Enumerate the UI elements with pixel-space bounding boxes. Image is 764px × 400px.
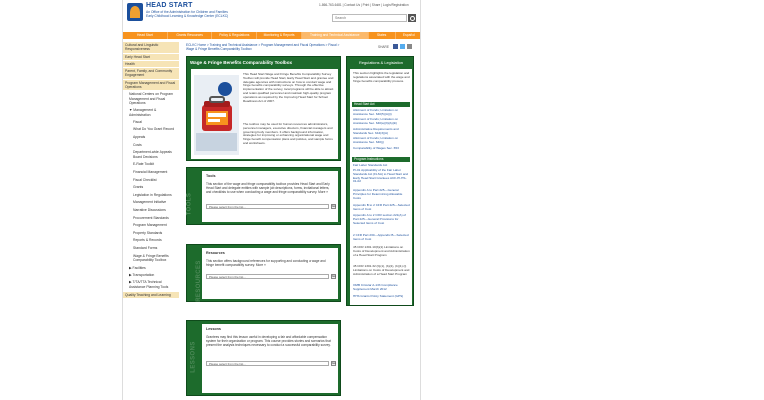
nav-item-policy[interactable]: Policy & Regulations: [212, 32, 257, 39]
sidebar-item-program-mgmt[interactable]: Program Management: [123, 222, 179, 230]
sidebar-item-mgmt-initiative[interactable]: Management Initiative: [123, 199, 179, 207]
sidebar-item-legislation[interactable]: Legislation in Regulations: [123, 192, 179, 200]
lessons-title: Lessons: [206, 327, 221, 331]
resources-side-label: RESOURCES: [195, 260, 202, 302]
sidebar-item-fiscal[interactable]: Fiscal: [123, 119, 179, 127]
resources-select[interactable]: Please select from the list...: [206, 274, 329, 279]
lessons-card-body: [202, 324, 338, 393]
sidebar-item-standard-forms[interactable]: Standard Forms: [123, 245, 179, 253]
lessons-select[interactable]: Please select from the list...: [206, 361, 329, 366]
regulations-panel: [346, 56, 414, 306]
search-input[interactable]: [332, 14, 407, 22]
sidebar-item-cultural[interactable]: Cultural and Linguistic Responsiveness: [123, 42, 179, 54]
facebook-icon[interactable]: [393, 44, 398, 49]
act-link-3[interactable]: Administrative Requirements and Standards Sec. 644(3)(A): [353, 127, 399, 135]
cfr-text-2: 45 CFR 1301.32 (b)(1), (b)(1), (b)(1) (i) Limitations on Costs of Development and Administration of a Head Start Program: [353, 264, 410, 276]
sidebar-item-grant-record[interactable]: What Do You Grant Record: [123, 126, 179, 134]
nav-item-states[interactable]: States: [369, 32, 396, 39]
toolbox-illustration: [194, 75, 239, 155]
omb-link[interactable]: OMB Circular A-133 Compliance Supplement March 2012: [353, 283, 398, 291]
sidebar-item-program-management[interactable]: Program Management and Fiscal Operations: [123, 80, 179, 92]
sidebar-item-property[interactable]: Property Standards: [123, 230, 179, 238]
lessons-text: Grantees may find this lesson useful in developing a fair and affordable compensation system for their organization or program. This course provides stories and scenarios that present the analysis techniques necessary to conduct a successful comparability survey.: [206, 335, 331, 347]
tools-select[interactable]: Please select from the list...: [206, 204, 329, 209]
lessons-side-label: LESSONS: [190, 341, 197, 373]
twitter-icon[interactable]: [400, 44, 405, 49]
nav-item-head-start[interactable]: Head Start: [123, 32, 168, 39]
sidebar-item-quality-teaching[interactable]: Quality Teaching and Learning: [123, 292, 179, 299]
sidebar-item-dab-decisions[interactable]: Department-wide Appeals Board Decisions: [123, 149, 179, 161]
lessons-card: [186, 320, 341, 396]
cfr-text-1: 45 CFR 1301.10(b)(1) Limitations on Costs of Development and Administration of a Head Start Program: [353, 245, 410, 257]
feature-title: Wage & Fringe Benefits Comparability Toolbox: [190, 60, 293, 65]
tools-text: This section of the wage and fringe comparability toolbox provides Head Start and Early Head Start and delegate entities with sample job descriptions, forms, invitational letters, and checklists to use when conducting a wage and fringe comparability survey. More »: [206, 182, 330, 194]
sidebar-item-erate[interactable]: E-Rate Toolkit: [123, 161, 179, 169]
share-label: SHARE: [378, 45, 389, 49]
sidebar-item-appeals[interactable]: Appeals: [123, 134, 179, 142]
sidebar-item-financial[interactable]: Financial Management: [123, 169, 179, 177]
regulations-intro: This section highlights the legislation and regulations associated with the wage and fringe benefits comparability process.: [353, 71, 410, 83]
sidebar-item-costs[interactable]: Costs: [123, 142, 179, 150]
logo-subtitle-2: Early Childhood Learning & Knowledge Center (ECLKC): [146, 14, 229, 18]
feature-body: [191, 69, 338, 159]
instruction-link-1[interactable]: Fair Labor Standards Act: [353, 163, 388, 167]
sidebar-item-reports[interactable]: Reports & Records: [123, 237, 179, 245]
breadcrumb[interactable]: ECLKC Home > Training and Technical Assistance > Program Management and Fiscal Operations > Fiscal > Wage & Fringe Benefits Comparability Toolbox: [186, 43, 340, 52]
resources-card-body: [202, 248, 338, 299]
instruction-link-3[interactable]: Appendix A to Part 225—General Principles for Determining Allowable Costs: [353, 188, 403, 200]
feature-intro: This Head Start Wage and Fringe Benefits Comparability Survey Toolbox will provide Head Start, Early Head Start and grantee and delegate agencies with instructions on how to conduct wage and fringe benefits comparability surveys. Through the effective implementation of the survey, local programs will be able to attract and retain qualified personnel and maintain high-quality program operations as required by the Improving Head Start for School Readiness Act of 2007.: [243, 72, 334, 103]
instruction-link-2[interactable]: PI-01 Applicability of the Fair Labor Standards Act (FLSA) to Head Start and Early Head Start Grantees ACF-PI-HS-01-02: [353, 168, 409, 184]
sidebar-item-national-centers[interactable]: National Centers on Program Management and Fiscal Operations: [123, 91, 179, 107]
nav-item-grants[interactable]: Grants Resources: [168, 32, 213, 39]
feature-panel: [186, 56, 341, 161]
act-link-1[interactable]: Allotment of Funds; Limitation on Assistance Sec. 640(5)(A)(i): [353, 108, 399, 116]
feature-audience: The toolbox may be used for human resources administrators, personnel managers, executive directors, financial managers and governing body members. It offers background information, strategies for improving or enhancing organizational wage and fringe benefit compensation plans and policies, and sample forms and worksheets.: [243, 122, 333, 145]
instruction-link-4[interactable]: Appendix B to 2 CFR Part 225—Selected Items of Cost: [353, 203, 410, 211]
sidebar-item-management[interactable]: ▼ Management & Administration: [123, 107, 179, 119]
tools-go-button[interactable]: Go: [332, 205, 336, 208]
tools-title: Tools: [206, 174, 216, 178]
sidebar: [123, 42, 179, 297]
logo-title[interactable]: HEAD START: [146, 2, 193, 9]
tools-card-body: [202, 171, 338, 222]
utility-links[interactable]: 1-866-763-6481 | Contact Us | Print | Share | Login/Registration: [319, 3, 409, 7]
search-icon[interactable]: [408, 14, 416, 22]
sidebar-item-wage-toolbox[interactable]: Wage & Fringe Benefits Comparability Toolbox: [123, 253, 179, 265]
sidebar-item-family-engagement[interactable]: Parent, Family, and Community Engagement: [123, 68, 179, 80]
sidebar-item-health[interactable]: Health: [123, 61, 179, 68]
sidebar-item-early-head-start[interactable]: Early Head Start: [123, 54, 179, 61]
sidebar-item-facilities[interactable]: ▶ Facilities: [123, 265, 179, 272]
sidebar-item-fiscal-checklist[interactable]: Fiscal Checklist: [123, 177, 179, 185]
resources-go-button[interactable]: Go: [332, 275, 336, 278]
tools-side-label: TOOLS: [186, 192, 193, 216]
sidebar-item-planning-tools[interactable]: ▶ T/TA/TTA Technical Assistance Planning Tools: [123, 279, 179, 291]
act-link-2[interactable]: Allotment of Funds; Limitation on Assistance Sec. 640(a)(3)(A)(iii): [353, 117, 399, 125]
regulations-title: Regulations & Legislation: [359, 60, 403, 65]
nav-item-monitoring[interactable]: Monitoring & Reports: [257, 32, 302, 39]
instruction-link-6[interactable]: 2 CFR Part 230—Appendix B—Selected Items of Cost: [353, 233, 409, 241]
act-link-5[interactable]: Comparability of Wages Sec. 653: [353, 146, 399, 150]
nav-item-espanol[interactable]: Español: [402, 33, 415, 37]
header: [123, 0, 421, 32]
hhs-gps-link[interactable]: HHS Grants Policy Statement (GPS): [353, 294, 404, 298]
nav-item-training[interactable]: Training and Technical Assistance: [302, 32, 369, 39]
resources-card: [186, 244, 341, 302]
logo-subtitle: An Office of the Administration for Children and Families: [146, 10, 228, 14]
act-link-4[interactable]: Allotment of Funds; Limitation on Assistance Sec. 640(j): [353, 136, 399, 144]
head-start-logo-icon[interactable]: [127, 3, 143, 21]
tools-card: [186, 167, 341, 225]
sidebar-item-procurement[interactable]: Procurement Standards: [123, 215, 179, 223]
sidebar-item-narrative[interactable]: Narrative Discussions: [123, 207, 179, 215]
instruction-link-5[interactable]: Appendix A to 2 CFR section 221(A) of Part 225—General Provisions for Selected Items of Cost: [353, 213, 406, 225]
resources-title: Resources: [206, 251, 225, 255]
sidebar-item-transportation[interactable]: ▶ Transportation: [123, 272, 179, 279]
head-start-act-header: Head Start Act: [352, 102, 410, 107]
email-icon[interactable]: [407, 44, 412, 49]
page-frame: [122, 0, 421, 400]
program-instructions-header: Program Instructions: [352, 157, 410, 162]
regulations-body: [350, 69, 412, 305]
main-nav: [123, 32, 421, 39]
lessons-go-button[interactable]: Go: [332, 362, 336, 365]
resources-text: This section offers background references for supporting and conducting a wage and fringe benefit comparability survey. More »: [206, 259, 326, 267]
sidebar-item-grants[interactable]: Grants: [123, 184, 179, 192]
